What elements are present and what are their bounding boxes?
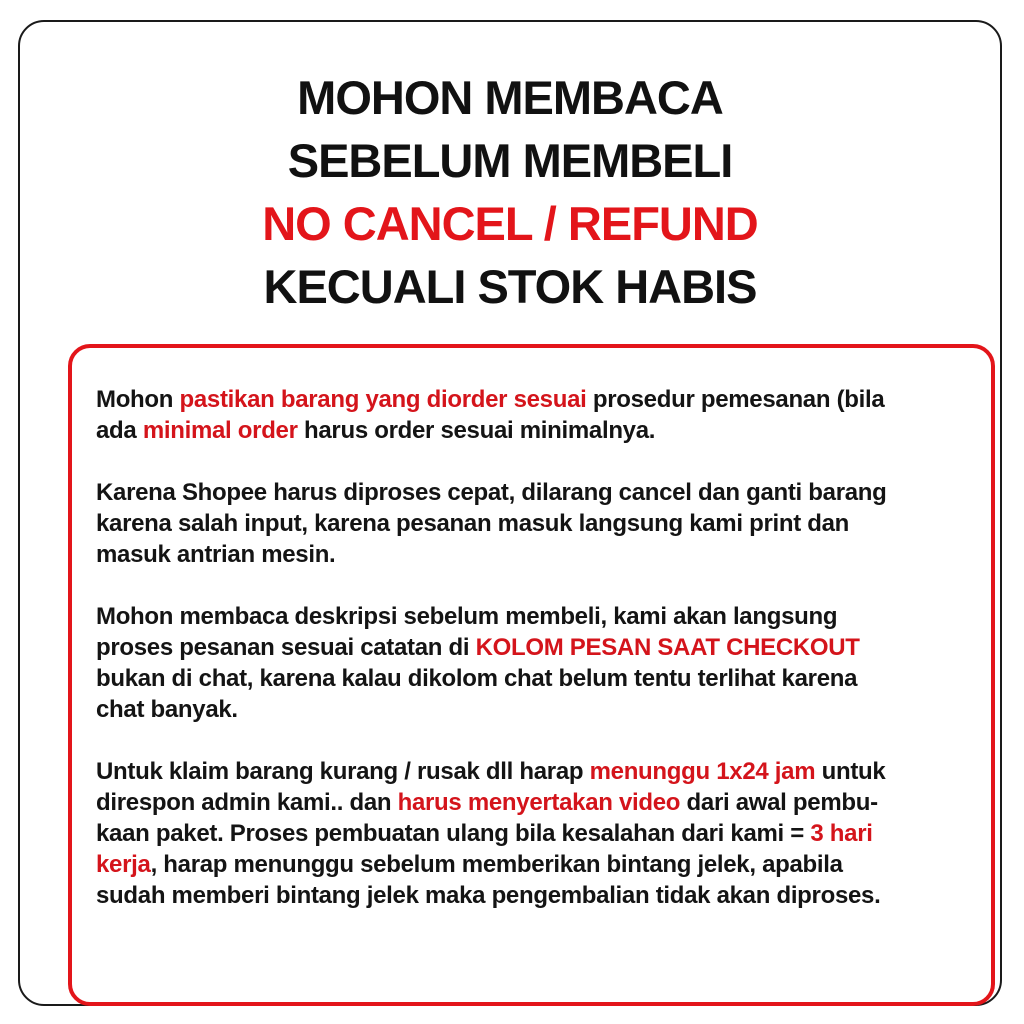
highlight-video: harus menyertakan video [397, 789, 681, 816]
text-line: masuk antrian mesin. [96, 541, 336, 568]
text-segment: harus order sesuai minimalnya. [297, 417, 656, 444]
text-segment: Untuk klaim barang kurang / rusak dll harap [96, 758, 590, 785]
text-segment: untuk [815, 758, 886, 785]
headline-no-cancel-refund: NO CANCEL / REFUND [262, 197, 758, 250]
highlight-pastikan: pastikan barang yang diorder sesuai [179, 386, 587, 413]
text-segment: , harap menunggu sebelum memberikan bintang jelek, apabila [150, 851, 843, 878]
text-segment: direspon admin kami.. dan [96, 789, 398, 816]
text-line: bukan di chat, karena kalau dikolom chat belum tentu terlihat karena [96, 665, 858, 692]
paragraph-claims [96, 756, 971, 911]
text-segment: kaan paket. Proses pembuatan ulang bila kesalahan dari kami = [96, 820, 811, 847]
text-segment: proses pesanan sesuai catatan di [96, 634, 476, 661]
highlight-3-hari: 3 hari [810, 820, 873, 847]
text-line: chat banyak. [96, 696, 238, 723]
paragraph-order-check [96, 384, 971, 446]
text-segment: Mohon [96, 386, 180, 413]
headline-line-4: KECUALI STOK HABIS [263, 260, 757, 313]
notice-card [18, 20, 1002, 1006]
text-line: karena salah input, karena pesanan masuk langsung kami print dan [96, 510, 850, 537]
text-line: sudah memberi bintang jelek maka pengembalian tidak akan diproses. [96, 882, 881, 909]
text-line: Mohon membaca deskripsi sebelum membeli, kami akan langsung [96, 603, 838, 630]
text-segment: dari awal pembu- [680, 789, 878, 816]
headline-line-2: SEBELUM MEMBELI [287, 134, 733, 187]
highlight-1x24-jam: menunggu 1x24 jam [589, 758, 816, 785]
highlight-kolom-pesan: KOLOM PESAN SAAT CHECKOUT [475, 634, 860, 661]
text-line: Karena Shopee harus diproses cepat, dilarang cancel dan ganti barang [96, 479, 887, 506]
paragraph-no-cancel [96, 477, 971, 570]
highlight-kerja: kerja [96, 851, 151, 878]
terms-box [68, 344, 995, 1006]
highlight-minimal-order: minimal order [142, 417, 298, 444]
headline [20, 66, 1000, 318]
headline-line-1: MOHON MEMBACA [297, 71, 723, 124]
paragraph-read-description [96, 601, 971, 725]
text-segment: ada [96, 417, 143, 444]
text-segment: prosedur pemesanan (bila [586, 386, 885, 413]
